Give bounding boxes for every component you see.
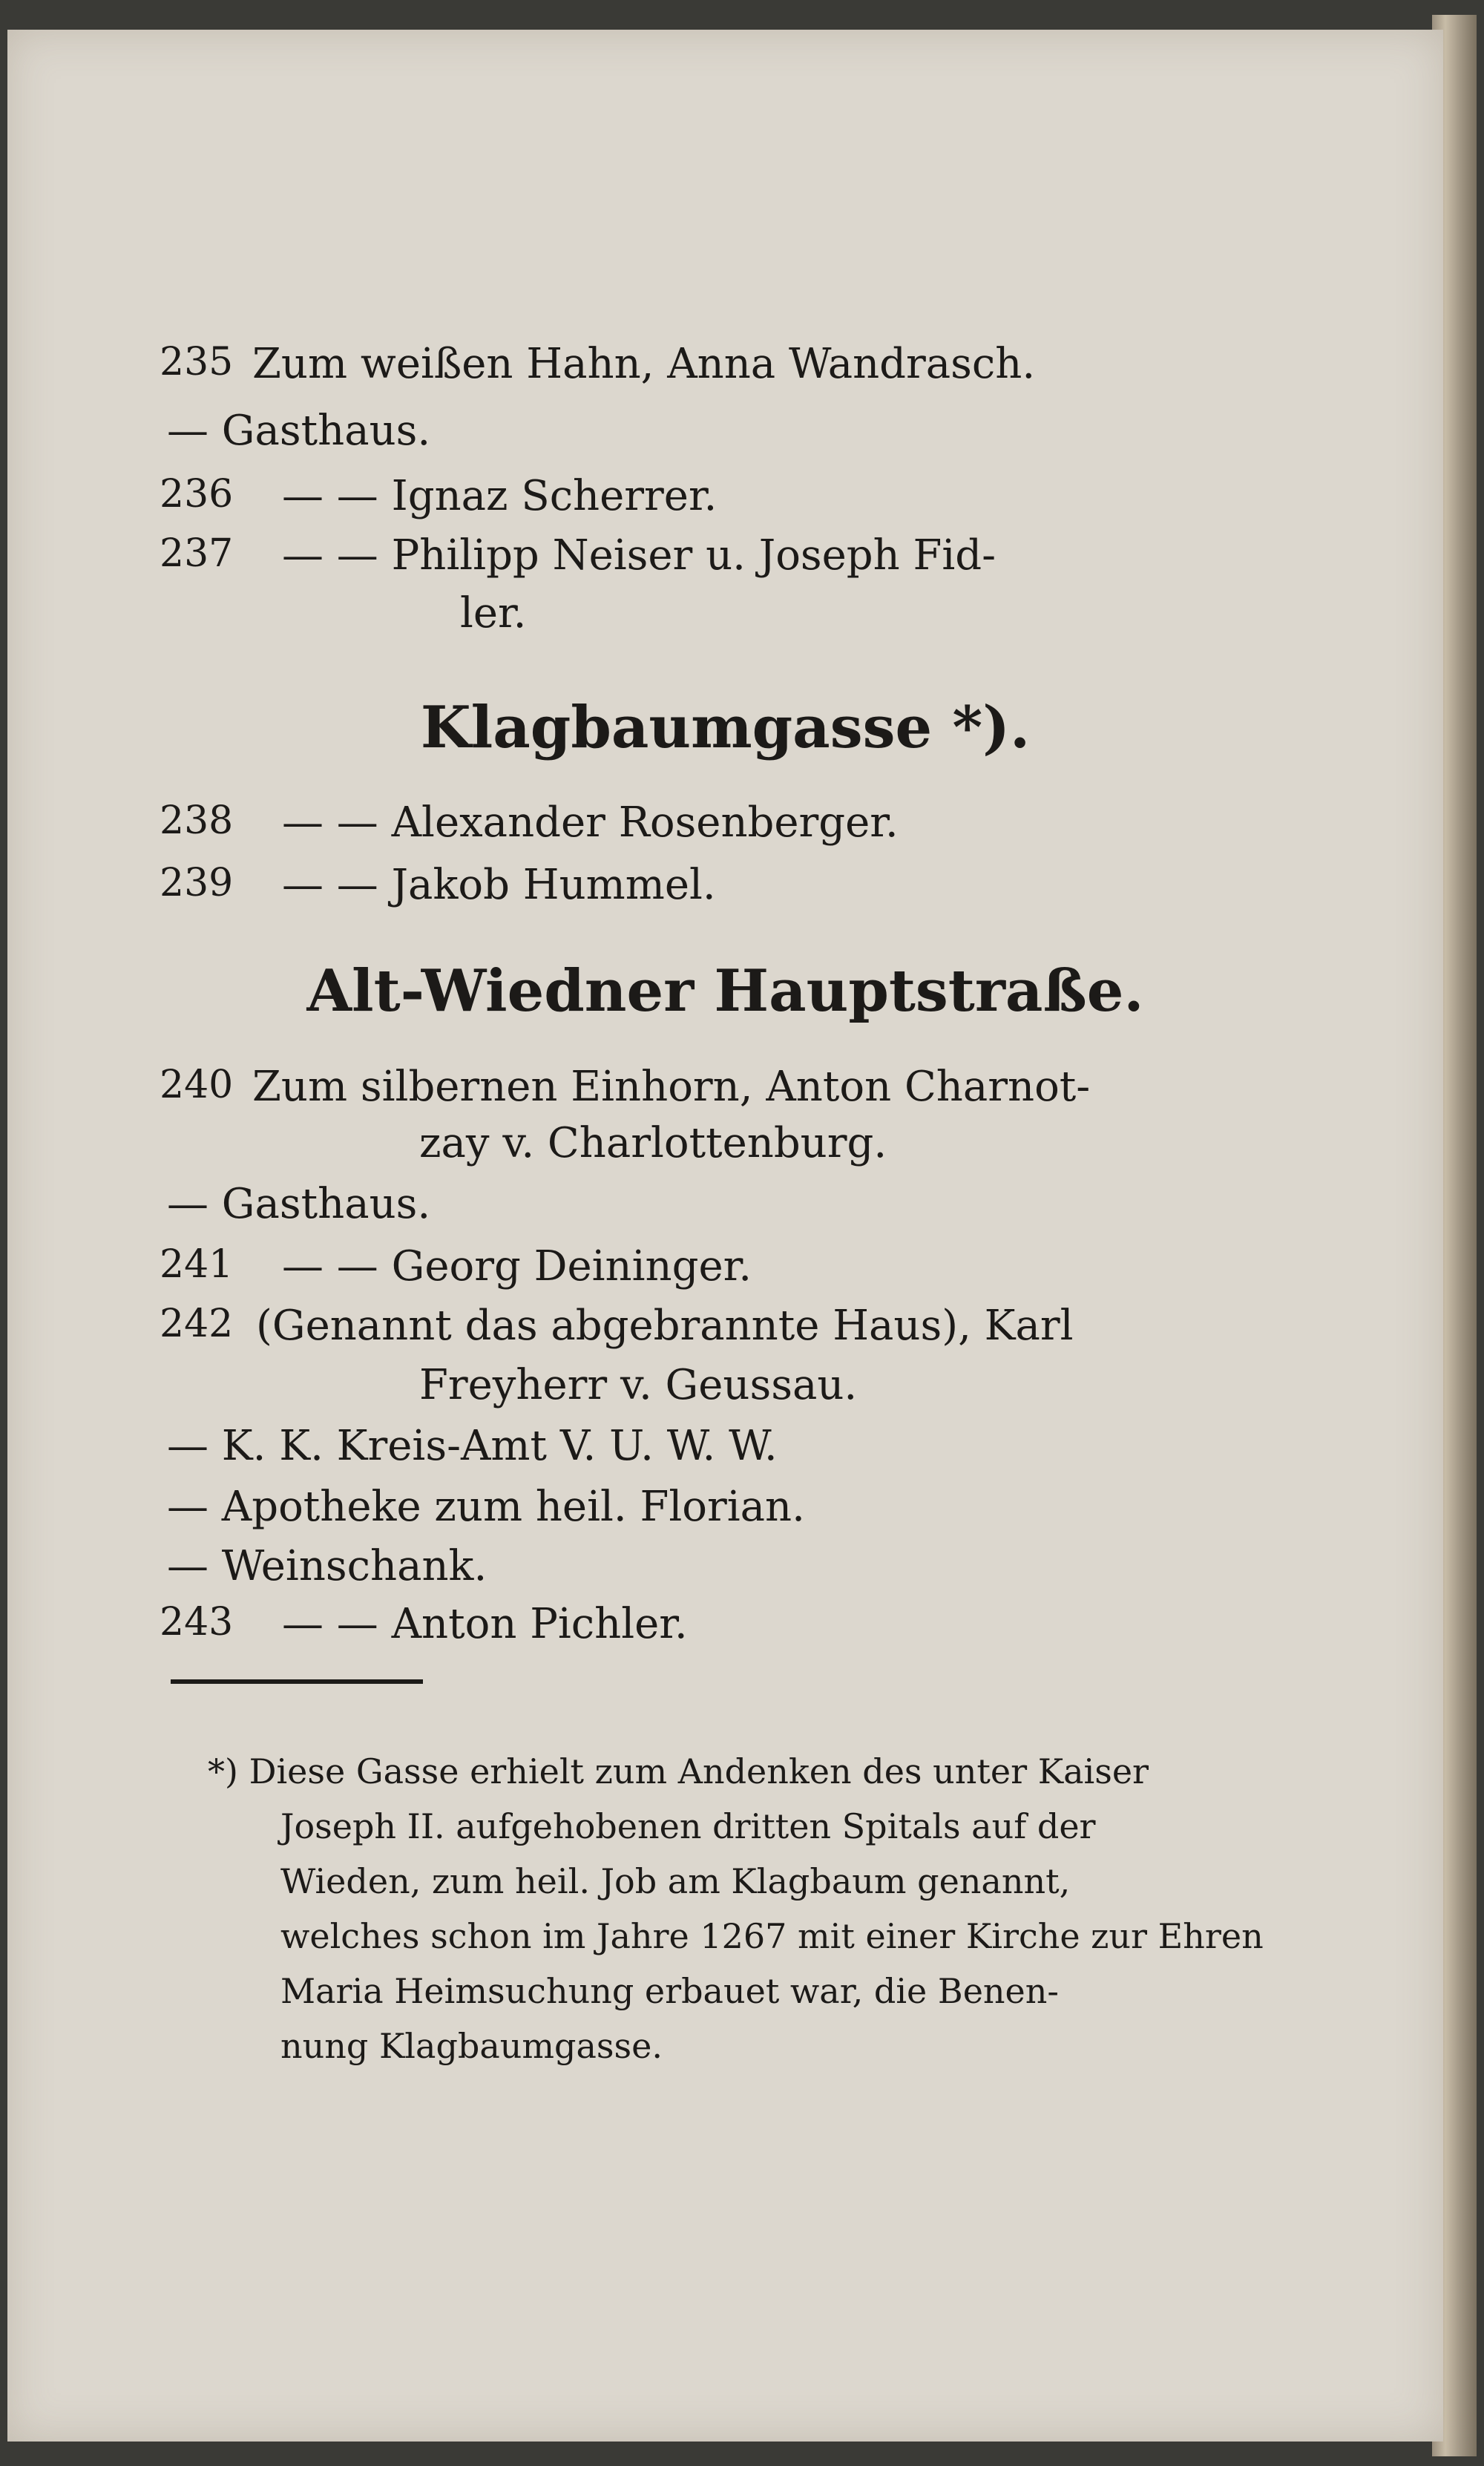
entry-text: — Apotheke zum heil. Florian.: [167, 1483, 805, 1531]
footnote-line: *) Diese Gasse erhielt zum Andenken des unter Kaiser: [208, 1751, 1149, 1791]
footnote-rule: [171, 1679, 423, 1684]
entry-text: — — Ignaz Scherrer.: [282, 472, 718, 520]
entry-number: 243: [160, 1600, 234, 1644]
entry-text: zay v. Charlottenburg.: [419, 1119, 887, 1167]
entry-number: 235: [160, 340, 234, 384]
page-content: [7, 30, 1443, 2442]
entry-number: 237: [160, 531, 234, 576]
entry-number: 242: [160, 1302, 234, 1346]
book-page: [7, 30, 1443, 2442]
entry-text: — K. K. Kreis-Amt V. U. W. W.: [167, 1422, 778, 1470]
footnote-line: Joseph II. aufgehobenen dritten Spitals auf der: [280, 1806, 1096, 1846]
entry-number: 238: [160, 799, 234, 843]
entry-text: — — Alexander Rosenberger.: [282, 799, 899, 847]
entry-number: 239: [160, 861, 234, 905]
entry-text: — — Philipp Neiser u. Joseph Fid-: [282, 531, 997, 580]
entry-text: Freyherr v. Geussau.: [419, 1361, 858, 1409]
footnote-line: Maria Heimsuchung erbauet war, die Benen-: [280, 1971, 1059, 2011]
entry-text: — — Georg Deininger.: [282, 1242, 752, 1291]
street-heading-klagbaumgasse: Klagbaumgasse *).: [420, 694, 1031, 761]
footnote-line: Wieden, zum heil. Job am Klagbaum genannt,: [280, 1861, 1071, 1901]
entry-text: ler.: [460, 589, 527, 637]
entry-text: — Gasthaus.: [167, 407, 431, 455]
entry-text: — Weinschank.: [167, 1542, 487, 1590]
entry-number: 241: [160, 1242, 234, 1287]
street-heading-alt-wiedner-hauptstrasse: Alt-Wiedner Hauptstraße.: [306, 957, 1144, 1025]
entry-text: (Genannt das abgebrannte Haus), Karl: [256, 1302, 1074, 1350]
footnote-line: welches schon im Jahre 1267 mit einer Kirche zur Ehren: [280, 1916, 1264, 1956]
entry-number: 240: [160, 1063, 234, 1107]
entry-text: — — Anton Pichler.: [282, 1600, 688, 1648]
footnote-line: nung Klagbaumgasse.: [280, 2026, 663, 2066]
entry-text: — — Jakob Hummel.: [282, 861, 716, 909]
entry-number: 236: [160, 472, 234, 517]
entry-text: Zum weißen Hahn, Anna Wandrasch.: [252, 340, 1036, 388]
entry-text: — Gasthaus.: [167, 1180, 431, 1228]
entry-text: Zum silbernen Einhorn, Anton Charnot-: [252, 1063, 1091, 1111]
